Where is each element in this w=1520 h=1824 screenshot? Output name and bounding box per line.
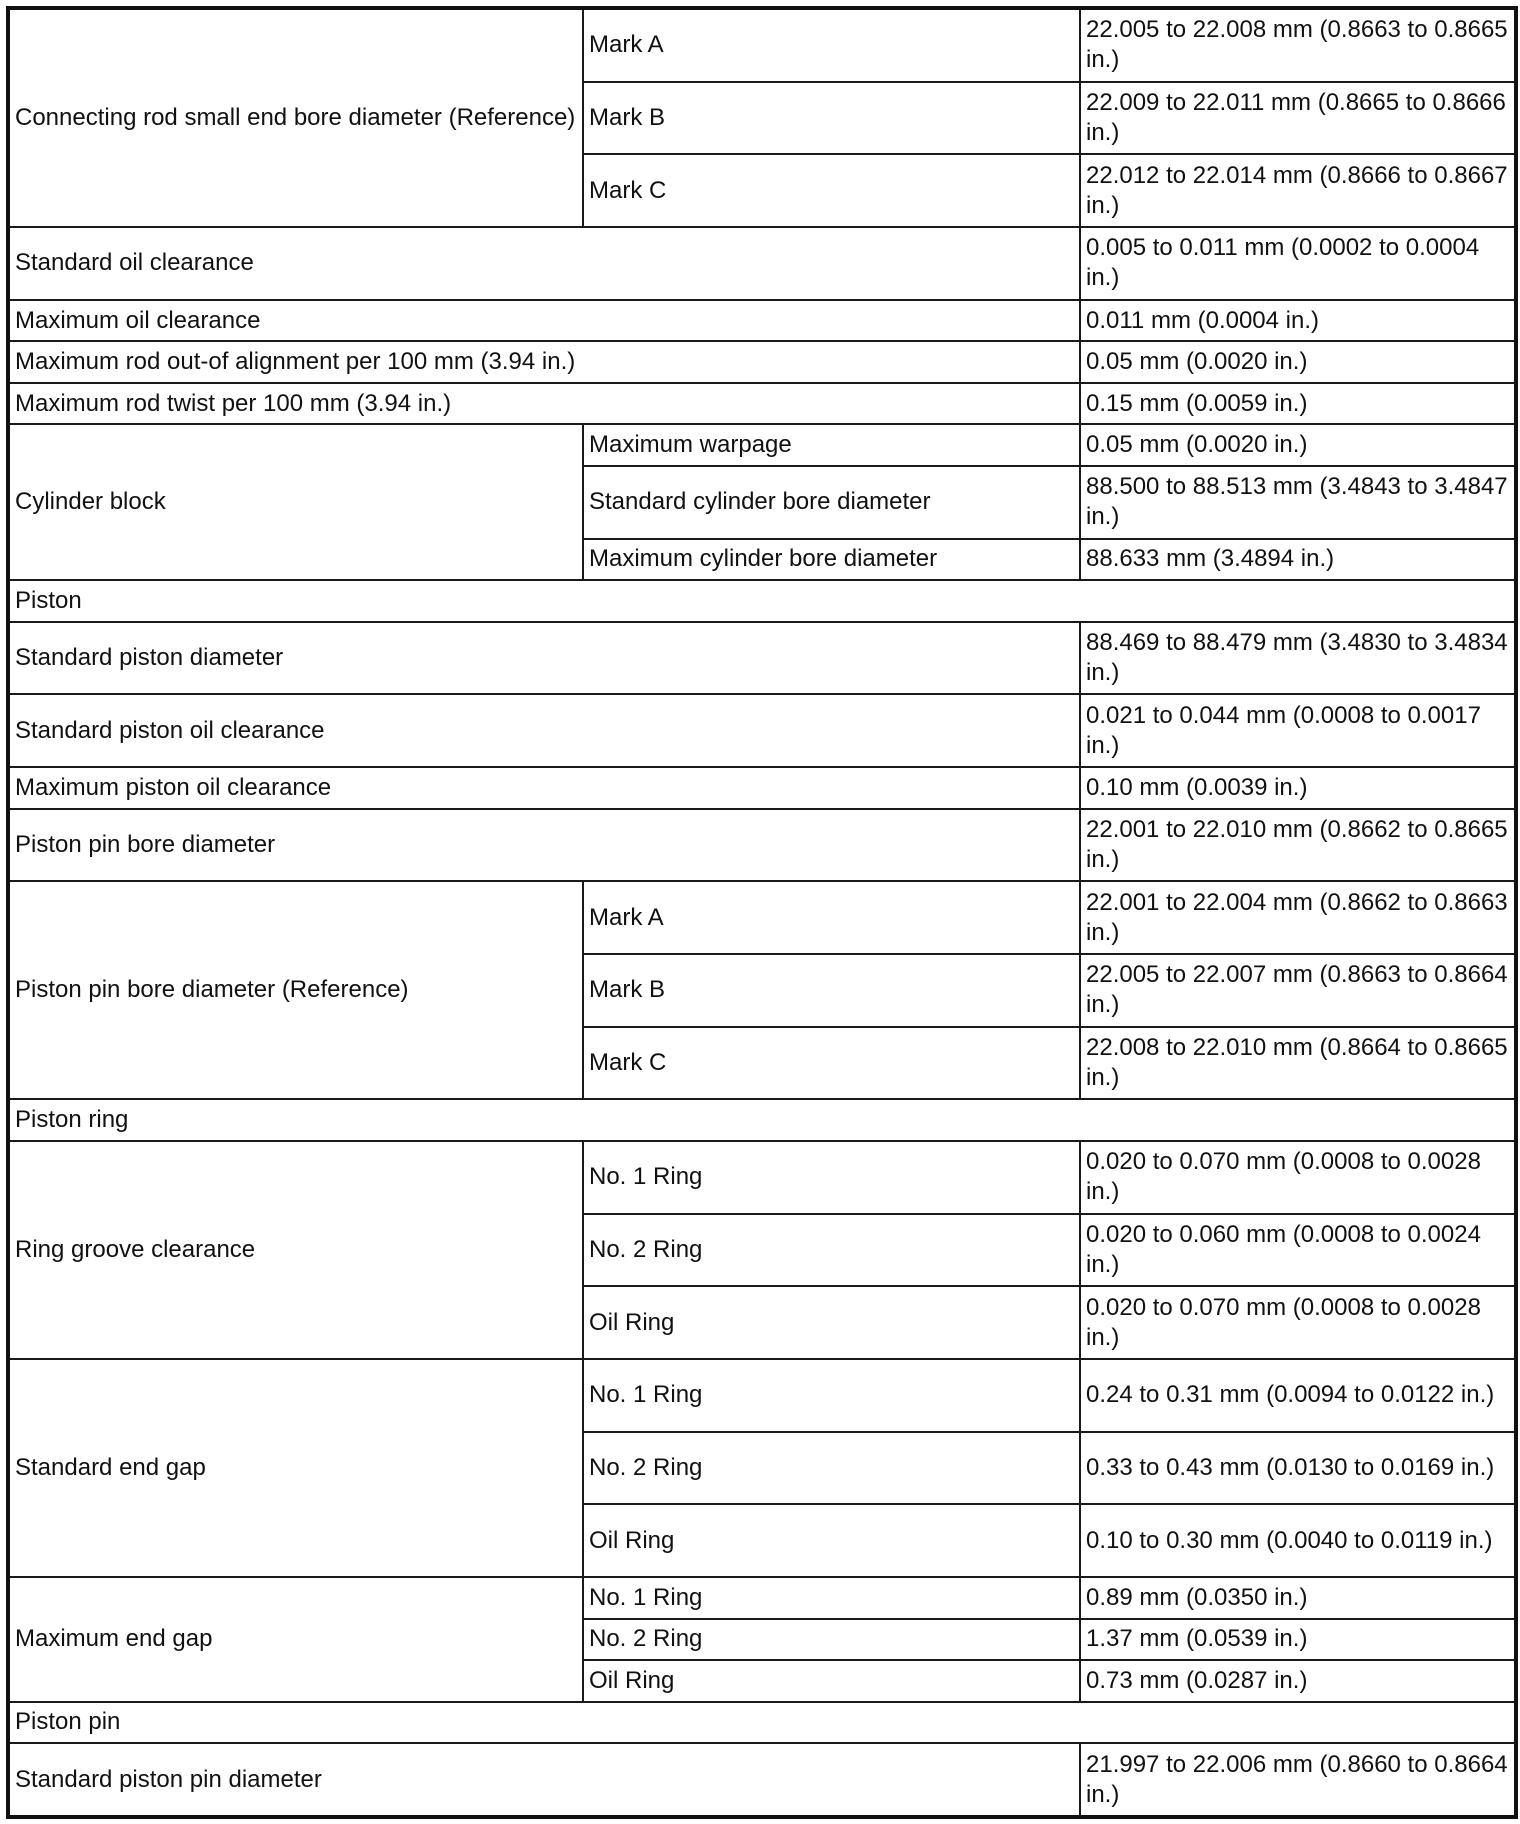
spec-value-cell: 22.005 to 22.008 mm (0.8663 to 0.8665 in.) — [1080, 8, 1516, 82]
spec-value-cell: 0.73 mm (0.0287 in.) — [1080, 1660, 1516, 1702]
spec-value-cell: 88.633 mm (3.4894 in.) — [1080, 539, 1516, 581]
table-row — [8, 1359, 1516, 1432]
spec-label-cell: Maximum piston oil clearance — [8, 767, 1080, 809]
spec-label-cell: Standard piston pin diameter — [8, 1743, 1080, 1817]
table-row — [8, 8, 1516, 82]
table-row — [8, 767, 1516, 809]
spec-value-cell: 0.020 to 0.070 mm (0.0008 to 0.0028 in.) — [1080, 1286, 1516, 1359]
spec-value-cell: 0.24 to 0.31 mm (0.0094 to 0.0122 in.) — [1080, 1359, 1516, 1432]
section-row — [8, 1702, 1516, 1744]
spec-label-cell: Maximum end gap — [8, 1577, 583, 1702]
spec-sub-cell: No. 1 Ring — [583, 1141, 1080, 1214]
spec-sub-cell: Mark C — [583, 1027, 1080, 1100]
spec-value-cell: 0.89 mm (0.0350 in.) — [1080, 1577, 1516, 1619]
spec-sub-cell: Mark B — [583, 82, 1080, 155]
spec-value-cell: 0.05 mm (0.0020 in.) — [1080, 424, 1516, 466]
specification-table — [6, 6, 1518, 1819]
spec-sub-cell: No. 2 Ring — [583, 1214, 1080, 1287]
table-row — [8, 300, 1516, 342]
spec-value-cell: 88.500 to 88.513 mm (3.4843 to 3.4847 in.) — [1080, 466, 1516, 539]
spec-sub-cell: Standard cylinder bore diameter — [583, 466, 1080, 539]
spec-label-cell: Maximum oil clearance — [8, 300, 1080, 342]
spec-label-cell: Cylinder block — [8, 424, 583, 580]
spec-label-cell: Standard piston oil clearance — [8, 694, 1080, 767]
spec-value-cell: 22.001 to 22.004 mm (0.8662 to 0.8663 in.) — [1080, 881, 1516, 954]
spec-value-cell: 22.009 to 22.011 mm (0.8665 to 0.8666 in.) — [1080, 82, 1516, 155]
table-row — [8, 1141, 1516, 1214]
spec-label-cell: Piston pin bore diameter (Reference) — [8, 881, 583, 1099]
section-heading: Piston pin — [8, 1702, 1516, 1744]
spec-value-cell: 0.05 mm (0.0020 in.) — [1080, 341, 1516, 383]
spec-sub-cell: No. 2 Ring — [583, 1619, 1080, 1661]
spec-value-cell: 22.001 to 22.010 mm (0.8662 to 0.8665 in.) — [1080, 809, 1516, 882]
table-row — [8, 622, 1516, 695]
spec-sub-cell: Mark B — [583, 954, 1080, 1027]
spec-value-cell: 22.008 to 22.010 mm (0.8664 to 0.8665 in.) — [1080, 1027, 1516, 1100]
table-row — [8, 881, 1516, 954]
table-row — [8, 809, 1516, 882]
table-row — [8, 383, 1516, 425]
section-row — [8, 1099, 1516, 1141]
table-row — [8, 694, 1516, 767]
spec-value-cell: 22.012 to 22.014 mm (0.8666 to 0.8667 in.) — [1080, 154, 1516, 227]
spec-value-cell: 22.005 to 22.007 mm (0.8663 to 0.8664 in.) — [1080, 954, 1516, 1027]
spec-value-cell: 0.020 to 0.060 mm (0.0008 to 0.0024 in.) — [1080, 1214, 1516, 1287]
spec-sub-cell: No. 1 Ring — [583, 1359, 1080, 1432]
section-row — [8, 580, 1516, 622]
spec-label-cell: Standard piston diameter — [8, 622, 1080, 695]
spec-value-cell: 0.10 to 0.30 mm (0.0040 to 0.0119 in.) — [1080, 1504, 1516, 1577]
spec-label-cell: Standard end gap — [8, 1359, 583, 1577]
table-row — [8, 341, 1516, 383]
spec-sub-cell: Mark A — [583, 8, 1080, 82]
table-row — [8, 1577, 1516, 1619]
spec-value-cell: 0.33 to 0.43 mm (0.0130 to 0.0169 in.) — [1080, 1432, 1516, 1505]
spec-sub-cell: No. 2 Ring — [583, 1432, 1080, 1505]
table-row — [8, 1743, 1516, 1817]
table-row — [8, 227, 1516, 300]
spec-value-cell: 0.005 to 0.011 mm (0.0002 to 0.0004 in.) — [1080, 227, 1516, 300]
spec-label-cell: Maximum rod out-of alignment per 100 mm (3.94 in.) — [8, 341, 1080, 383]
spec-sub-cell: Oil Ring — [583, 1660, 1080, 1702]
table-row — [8, 424, 1516, 466]
spec-label-cell: Maximum rod twist per 100 mm (3.94 in.) — [8, 383, 1080, 425]
spec-label-cell: Standard oil clearance — [8, 227, 1080, 300]
spec-label-cell: Connecting rod small end bore diameter (Reference) — [8, 8, 583, 227]
spec-value-cell: 0.011 mm (0.0004 in.) — [1080, 300, 1516, 342]
spec-value-cell: 0.10 mm (0.0039 in.) — [1080, 767, 1516, 809]
spec-sub-cell: Mark C — [583, 154, 1080, 227]
spec-value-cell: 1.37 mm (0.0539 in.) — [1080, 1619, 1516, 1661]
spec-label-cell: Ring groove clearance — [8, 1141, 583, 1359]
spec-value-cell: 0.15 mm (0.0059 in.) — [1080, 383, 1516, 425]
spec-sub-cell: Maximum cylinder bore diameter — [583, 539, 1080, 581]
spec-sub-cell: Oil Ring — [583, 1286, 1080, 1359]
spec-sub-cell: Mark A — [583, 881, 1080, 954]
spec-sub-cell: No. 1 Ring — [583, 1577, 1080, 1619]
spec-value-cell: 88.469 to 88.479 mm (3.4830 to 3.4834 in.) — [1080, 622, 1516, 695]
spec-label-cell: Piston pin bore diameter — [8, 809, 1080, 882]
spec-sub-cell: Maximum warpage — [583, 424, 1080, 466]
spec-sub-cell: Oil Ring — [583, 1504, 1080, 1577]
section-heading: Piston — [8, 580, 1516, 622]
section-heading: Piston ring — [8, 1099, 1516, 1141]
spec-value-cell: 0.020 to 0.070 mm (0.0008 to 0.0028 in.) — [1080, 1141, 1516, 1214]
spec-value-cell: 0.021 to 0.044 mm (0.0008 to 0.0017 in.) — [1080, 694, 1516, 767]
spec-value-cell: 21.997 to 22.006 mm (0.8660 to 0.8664 in.) — [1080, 1743, 1516, 1817]
